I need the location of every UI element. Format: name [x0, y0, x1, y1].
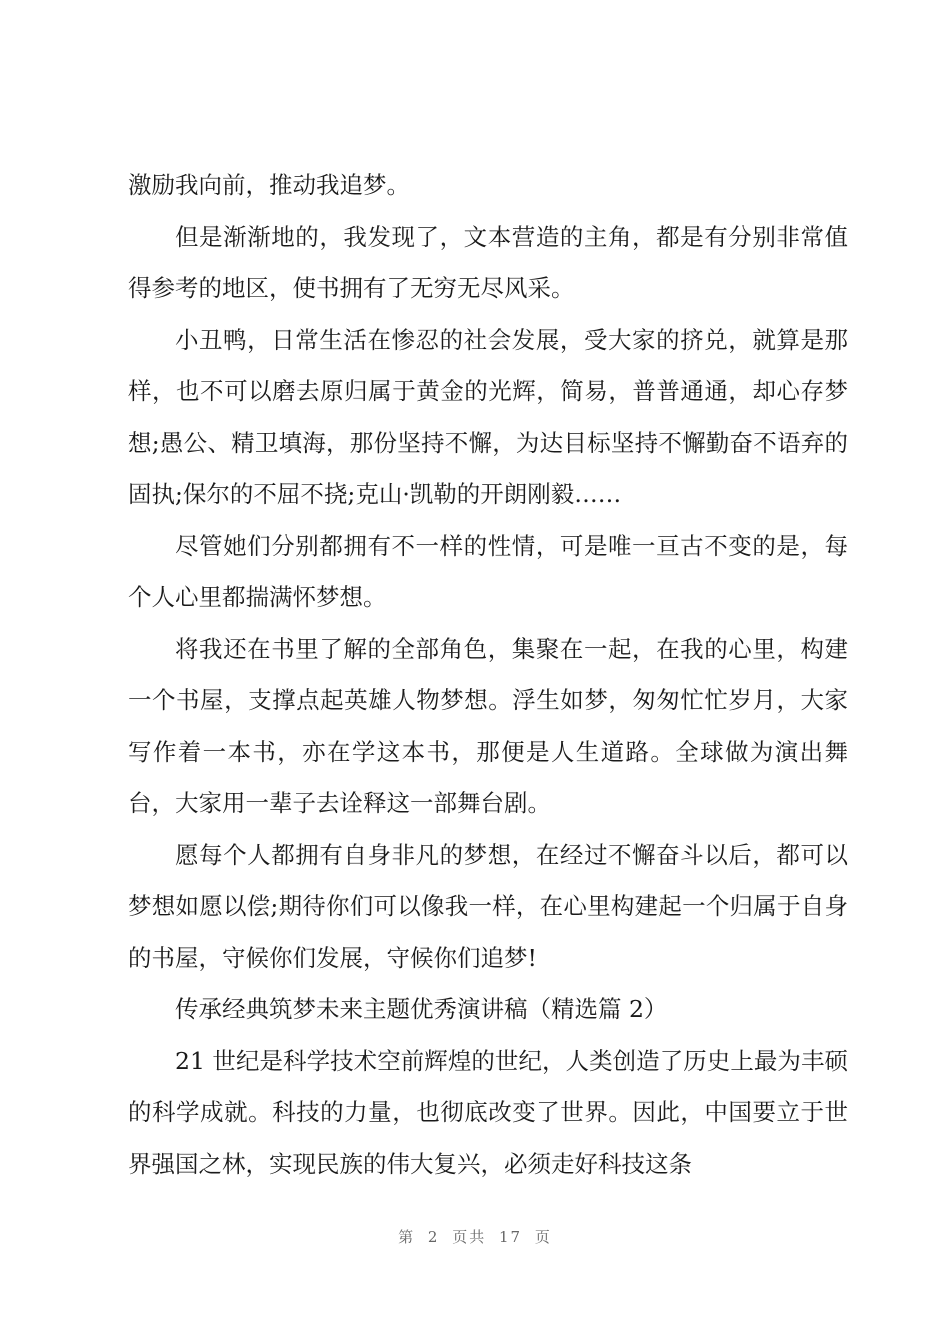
paragraph-6: 愿每个人都拥有自身非凡的梦想，在经过不懈奋斗以后，都可以梦想如愿以偿;期待你们可以像我一样，在心里构建起一个归属于自身的书屋，守候你们发展，守候你们追梦!	[128, 840, 848, 972]
paragraph-4: 尽管她们分别都拥有不一样的性情，可是唯一亘古不变的是，每个人心里都揣满怀梦想。	[128, 531, 848, 611]
body-text	[128, 160, 848, 1190]
paragraph-7: 21 世纪是科学技术空前辉煌的世纪，人类创造了历史上最为丰硕的科学成就。科技的力量，也彻底改变了世界。因此，中国要立于世界强国之林，实现民族的伟大复兴，必须走好科技这条	[128, 1046, 848, 1178]
paragraph-5: 将我还在书里了解的全部角色，集聚在一起，在我的心里，构建一个书屋，支撑点起英雄人物梦想。浮生如梦，匆匆忙忙岁月，大家写作着一本书，亦在学这本书，那便是人生道路。全球做为演出舞台，大家用一辈子去诠释这一部舞台剧。	[128, 634, 848, 817]
page-number-footer: 第 2 页共 17 页	[398, 1228, 552, 1246]
paragraph-1: 激励我向前，推动我追梦。	[128, 171, 410, 199]
paragraph-2: 但是渐渐地的，我发现了，文本营造的主角，都是有分别非常值得参考的地区，使书拥有了无穷无尽风采。	[128, 222, 848, 302]
paragraph-3: 小丑鸭，日常生活在惨忍的社会发展，受大家的挤兑，就算是那样，也不可以磨去原归属于黄金的光辉，简易，普普通通，却心存梦想;愚公、精卫填海，那份坚持不懈，为达目标坚持不懈勤奋不语弃的固执;保尔的不屈不挠;克山·凯勒的开朗刚毅……	[128, 325, 848, 508]
section-heading: 传承经典筑梦未来主题优秀演讲稿（精选篇 2）	[175, 995, 668, 1023]
